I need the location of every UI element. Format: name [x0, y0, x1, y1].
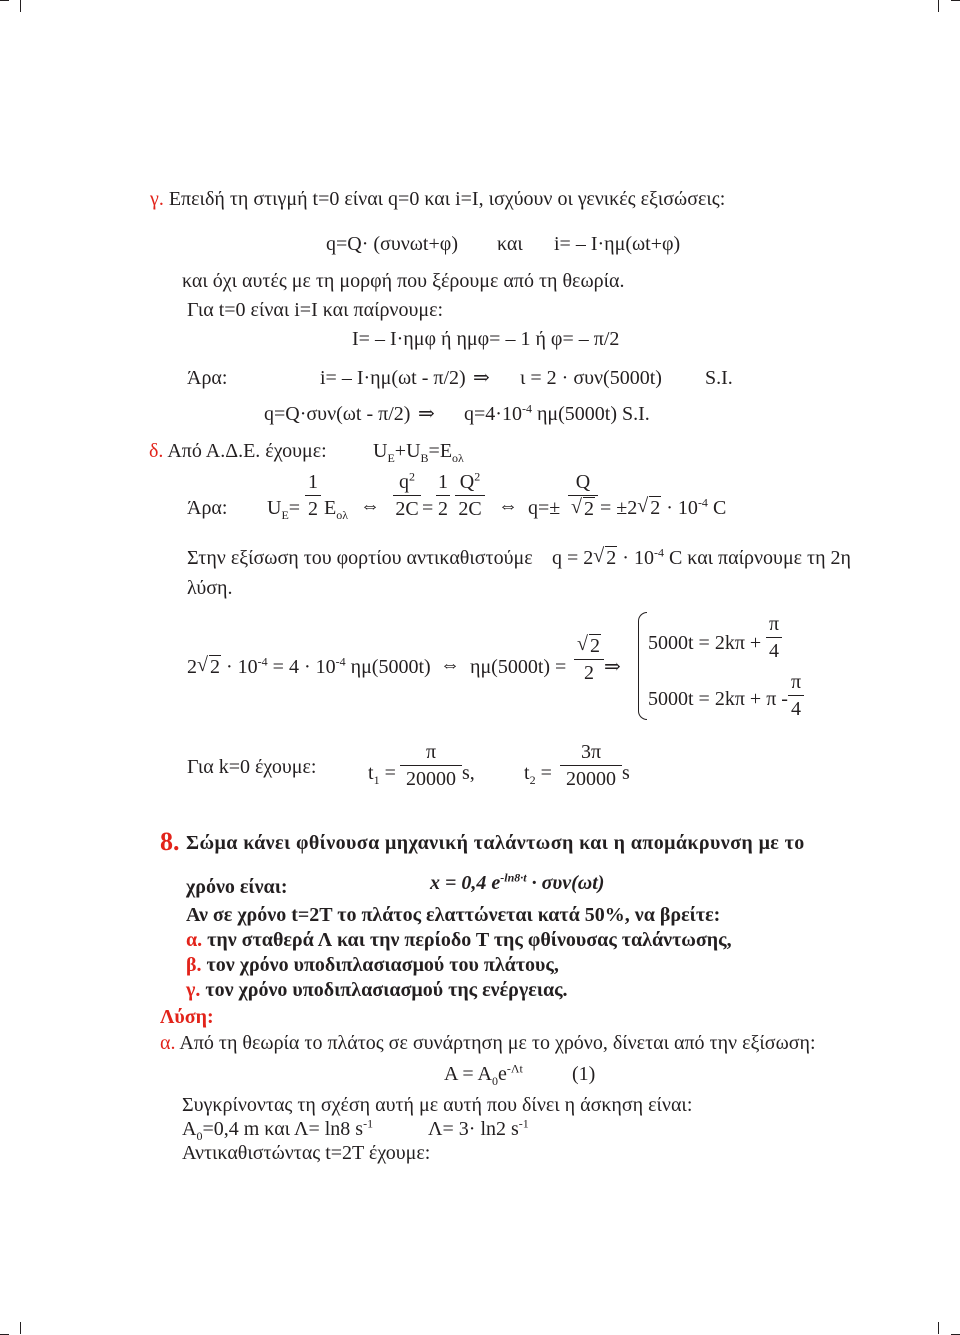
delta-text: Από Α.Δ.Ε. έχουμε: — [167, 440, 327, 462]
math: s — [622, 762, 630, 784]
iff-icon: ⇔ — [360, 495, 380, 517]
math: = — [422, 497, 434, 519]
math: $U_E=$ — [267, 497, 301, 522]
fraction: √ 2 2 — [574, 634, 604, 685]
fraction: 1 2 — [438, 471, 448, 520]
math: s, — [462, 762, 475, 784]
problem-line: Αν σε χρόνο t=2T το πλάτος ελαττώνεται κατά 50%, να βρείτε: — [186, 904, 721, 926]
crop-mark — [951, 0, 960, 1]
energy-eq: $U_E+U_B=E_{o\lambda}$ — [373, 440, 464, 465]
math: ημ(5000t) = — [470, 656, 567, 678]
crop-mark — [938, 1322, 939, 1334]
eq-line: i= – I·ημ(ωt - π/2) — [320, 367, 466, 389]
solution-line: Λ= 3· ln2 $s^{-1}$ — [428, 1116, 529, 1140]
problem-item: γ. τον χρόνο υποδιπλασιασμού της ενέργειας. — [186, 979, 568, 1001]
problem-item: β. τον χρόνο υποδιπλασιασμού του πλάτους, — [186, 954, 559, 976]
fraction: 1 2 — [305, 470, 321, 521]
para-line: λύση. — [187, 577, 233, 599]
fraction: π 20000 — [400, 740, 462, 791]
equation-number: (1) — [572, 1063, 596, 1085]
problem-line: χρόνο είναι: — [186, 876, 288, 898]
text-line: I= – I·ημφ ή ημφ= – 1 ή φ= – π/2 — [352, 328, 620, 350]
ara-label: Άρα: — [187, 367, 228, 389]
eq-line: $q=4\cdot 10^{-4}$ ημ(5000t) S.I. — [464, 401, 650, 425]
math: = ±2√ $2 \cdot 10^{-4}$ C — [600, 497, 726, 519]
crop-mark — [0, 0, 9, 1]
math: $E_{o\lambda}$ — [324, 497, 349, 522]
solution-title: Λύση: — [160, 1006, 214, 1028]
iff-icon: ⇔ — [498, 495, 518, 517]
fraction: π 4 — [766, 612, 782, 663]
eq-line: ι = 2 · συν(5000t) — [520, 367, 662, 389]
problem-equation: x = 0,4 $e^{-ln8\cdot t} \cdot \sigma\upsilon\nu(\omega t)$ — [430, 870, 605, 894]
ara-label: Άρα: — [187, 497, 228, 519]
math: $t_2$ = — [524, 762, 552, 787]
gamma-line — [150, 188, 725, 210]
fraction: Q √ 2 — [568, 470, 598, 521]
eq1-and: και — [497, 233, 523, 255]
fraction: $Q^2$ 2C — [455, 470, 485, 521]
k0-text: Για k=0 έχουμε: — [187, 756, 317, 778]
crop-mark — [20, 1322, 21, 1334]
crop-mark — [20, 0, 21, 12]
math: q=± — [528, 497, 561, 519]
delta-line — [149, 440, 327, 462]
implies-icon: ⇒ — [473, 367, 490, 389]
problem-item: α. την σταθερά Λ και την περίοδο Τ της φθίνουσας ταλάντωσης, — [186, 929, 732, 951]
math: 2√ $2 \cdot 10^{-4} = 4 \cdot 10^{-4}$ ημ(5000t) — [187, 656, 431, 678]
gamma-text: Επειδή τη στιγμή t=0 είναι q=0 και i=I, ισχύουν οι γενικές εξισώσεις: — [168, 188, 726, 210]
eq-line: q=Q·συν(ωt - π/2) — [264, 403, 411, 425]
implies-icon: ⇒ — [418, 403, 435, 425]
delta-label: δ. — [149, 440, 164, 462]
problem-number: 8. — [160, 827, 180, 856]
solution-1: 5000t = 2kπ + — [648, 632, 762, 654]
math: $t_1$ = — [368, 762, 396, 787]
solution-equation: $A = A_0e^{-\Lambda t}$ — [444, 1061, 523, 1088]
implies-icon: ⇒ — [604, 656, 621, 678]
solution-line: Συγκρίνοντας τη σχέση αυτή με αυτή που δίνει η άσκηση είναι: — [182, 1094, 693, 1116]
math: q = 2√ $2 \cdot 10^{-4}$ C και παίρνουμε τη 2η — [552, 547, 851, 569]
iff-icon: ⇔ — [440, 654, 460, 676]
text-line: και όχι αυτές με τη μορφή που ξέρουμε από τη θεωρία. — [182, 270, 625, 292]
crop-mark — [938, 0, 939, 12]
eq1-right: i= – I·ημ(ωt+φ) — [554, 233, 681, 255]
solution-2: 5000t = 2kπ + π - — [648, 688, 788, 710]
fraction: π 4 — [788, 670, 804, 721]
brace-icon — [638, 612, 647, 720]
eq1-left: q=Q· (συνωt+φ) — [326, 233, 458, 255]
para-line: Στην εξίσωση του φορτίου αντικαθιστούμε — [187, 547, 533, 569]
solution-line: $A_0=0,4$ m και Λ= ln8 $s^{-1}$ — [182, 1116, 374, 1143]
text-line: Για t=0 είναι i=I και παίρνουμε: — [187, 299, 444, 321]
problem-line: Σώμα κάνει φθίνουσα μηχανική ταλάντωση και η απομάκρυνση με το — [186, 832, 805, 854]
gamma-label: γ. — [150, 188, 164, 210]
solution-line: Αντικαθιστώντας t=2T έχουμε: — [182, 1142, 431, 1164]
solution-line: α. Από τη θεωρία το πλάτος σε συνάρτηση με το χρόνο, δίνεται από την εξίσωση: — [160, 1032, 816, 1054]
si-unit: S.I. — [705, 367, 733, 389]
fraction: $q^2$ 2C — [393, 470, 421, 521]
fraction: 3π 20000 — [560, 740, 622, 791]
